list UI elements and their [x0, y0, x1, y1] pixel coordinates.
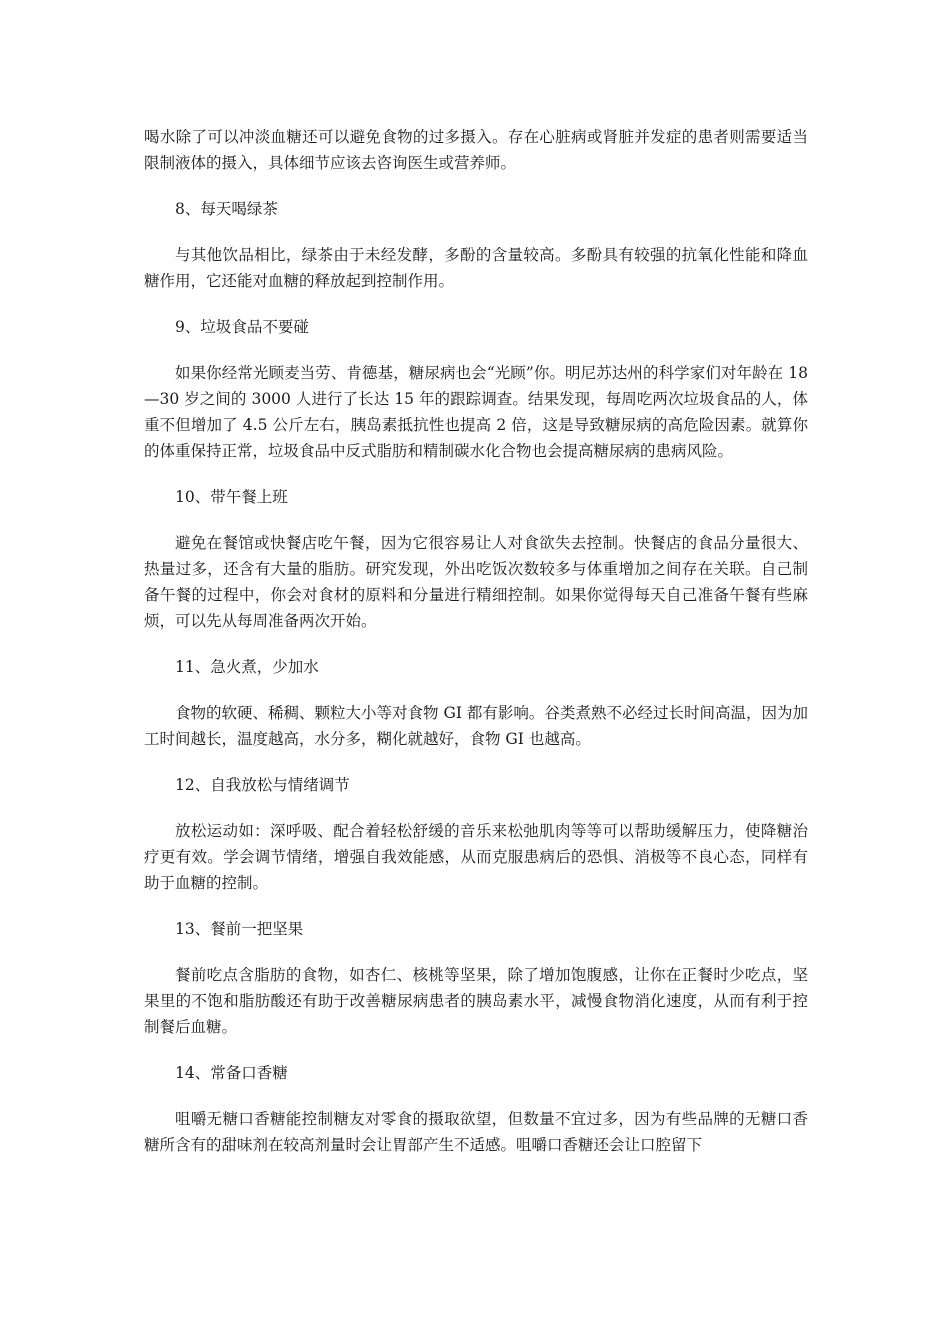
- paragraph-junk-food: 如果你经常光顾麦当劳、肯德基，糖尿病也会“光顾”你。明尼苏达州的科学家们对年龄在 18—30 岁之间的 3000 人进行了长达 15 年的跟踪调查。结果发现，每周吃两次垃圾食品的人，体重不但增加了 4.5 公斤左右，胰岛素抵抗性也提高 2 倍，这是导致糖尿病的高危险因素。就算你的体重保持正常，垃圾食品中反式脂肪和精制碳水化合物也会提高糖尿病的患病风险。: [144, 364, 808, 460]
- heading-relaxation: 12、自我放松与情绪调节: [175, 776, 350, 794]
- document-body: [144, 124, 808, 1178]
- paragraph-nuts: 餐前吃点含脂肪的食物，如杏仁、核桃等坚果，除了增加饱腹感，让你在正餐时少吃点，坚果里的不饱和脂肪酸还有助于改善糖尿病患者的胰岛素水平，减慢食物消化速度，从而有利于控制餐后血糖。: [144, 966, 808, 1036]
- heading-nuts: 13、餐前一把坚果: [175, 920, 304, 938]
- paragraph-water: 喝水除了可以冲淡血糖还可以避免食物的过多摄入。存在心脏病或肾脏并发症的患者则需要适当限制液体的摄入，具体细节应该去咨询医生或营养师。: [144, 128, 808, 172]
- heading-bring-lunch: 10、带午餐上班: [175, 488, 288, 506]
- heading-junk-food: 9、垃圾食品不要碰: [175, 318, 309, 336]
- paragraph-bring-lunch: 避免在餐馆或快餐店吃午餐，因为它很容易让人对食欲失去控制。快餐店的食品分量很大、热量过多，还含有大量的脂肪。研究发现，外出吃饭次数较多与体重增加之间存在关联。自己制备午餐的过程中，你会对食材的原料和分量进行精细控制。如果你觉得每天自己准备午餐有些麻烦，可以先从每周准备两次开始。: [144, 534, 808, 630]
- paragraph-green-tea: 与其他饮品相比，绿茶由于未经发酵，多酚的含量较高。多酚具有较强的抗氧化性能和降血糖作用，它还能对血糖的释放起到控制作用。: [144, 246, 808, 290]
- heading-green-tea: 8、每天喝绿茶: [175, 200, 278, 218]
- heading-quick-cooking: 11、急火煮，少加水: [175, 658, 319, 676]
- paragraph-chewing-gum: 咀嚼无糖口香糖能控制糖友对零食的摄取欲望，但数量不宜过多，因为有些品牌的无糖口香糖所含有的甜味剂在较高剂量时会让胃部产生不适感。咀嚼口香糖还会让口腔留下: [144, 1110, 808, 1154]
- paragraph-relaxation: 放松运动如：深呼吸、配合着轻松舒缓的音乐来松弛肌肉等等可以帮助缓解压力，使降糖治疗更有效。学会调节情绪，增强自我效能感，从而克服患病后的恐惧、消极等不良心态，同样有助于血糖的控制。: [144, 822, 808, 892]
- paragraph-quick-cooking: 食物的软硬、稀稠、颗粒大小等对食物 GI 都有影响。谷类煮熟不必经过长时间高温，因为加工时间越长，温度越高，水分多，糊化就越好，食物 GI 也越高。: [144, 704, 808, 748]
- heading-chewing-gum: 14、常备口香糖: [175, 1064, 288, 1082]
